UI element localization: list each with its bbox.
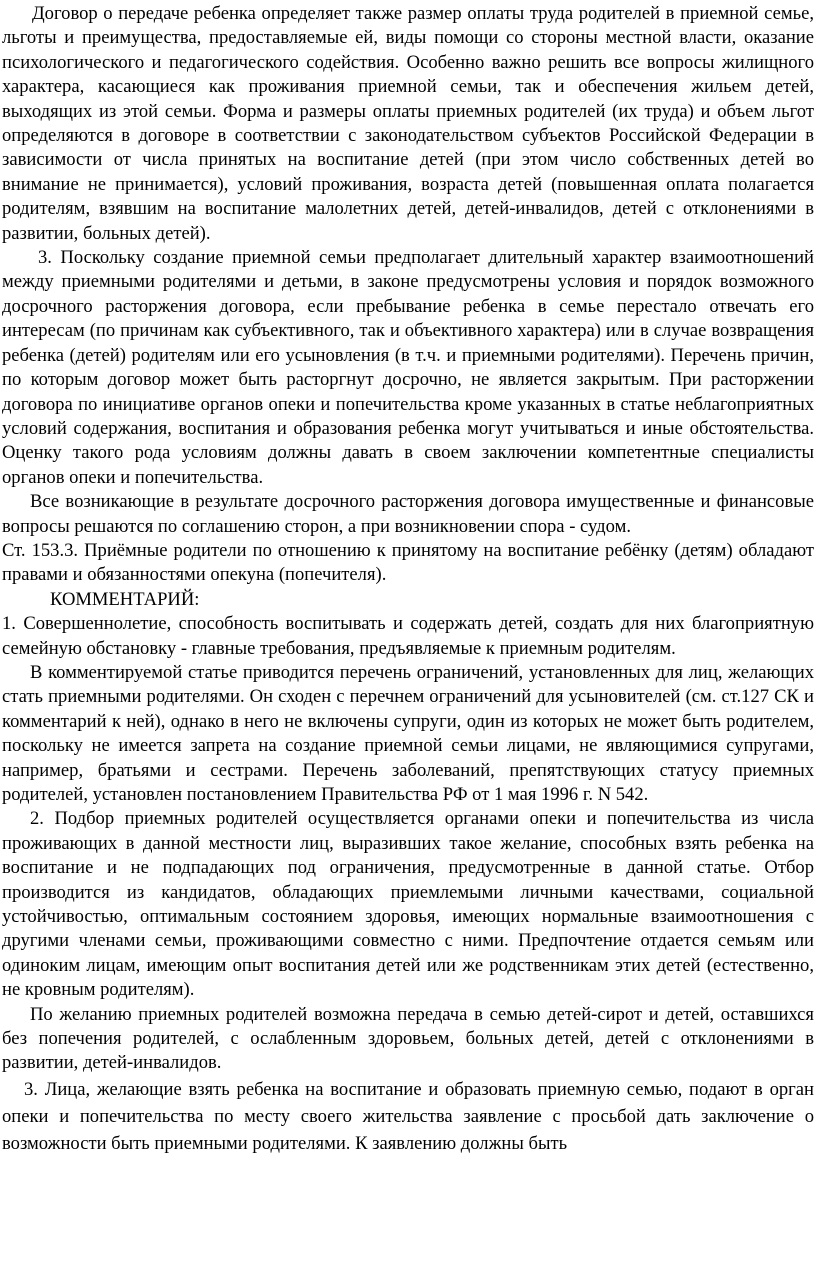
paragraph-restrictions: В комментируемой статье приводится перечень ограничений, установленных для лиц, желающих стать приемными родителями. Он сходен с перечнем ограничений для усыновителей (см. ст.127 СК и комментарий к ней), однако в него не включены супруги, один из которых не может быть родителем, поскольку не имеется запрета на создание приемной семьи лицами, не являющимися супругами, например, братьями и сестрами. Перечень заболеваний, препятствующих статусу приемных родителей, установлен постановлением Правительства РФ от 1 мая 1996 г. N 542. <box>2 661 814 805</box>
paragraph-property-issues: Все возникающие в результате досрочного расторжения договора имущественные и финансовые вопросы решаются по соглашению сторон, а при возникновении спора - судом. <box>2 491 814 537</box>
paragraph-commentary-1: 1. Совершеннолетие, способность воспитывать и содержать детей, создать для них благоприятную семейную обстановку - главные требования, предъявляемые к приемным родителям. <box>2 613 814 659</box>
paragraph-early-termination: 3. Поскольку создание приемной семьи предполагает длительный характер взаимоотношений между приемными родителями и детьми, в законе предусмотрены условия и порядок возможного досрочного расторжения договора, если пребывание ребенка в семье перестало отвечать его интересам (по причинам как субъективного, так и объективного характера) или в случае возвращения ребенка (детей) родителям или его усыновления (в т.ч. и приемными родителями). Перечень причин, по которым договор может быть расторгнут досрочно, не является закрытым. При расторжении договора по инициативе органов опеки и попечительства кроме указанных в статье неблагоприятных условий содержания, воспитания и образования ребенка могут учитываться и иные обстоятельства. Оценку такого рода условиям должны давать в своем заключении компетентные специалисты органов опеки и попечительства. <box>2 247 814 488</box>
commentary-heading: КОММЕНТАРИЙ: <box>50 588 200 610</box>
paragraph-commentary-3: 3. Лица, желающие взять ребенка на воспитание и образовать приемную семью, подают в орган опеки и попечительства по месту своего жительства заявление с просьбой дать заключение о возможности быть приемными родителями. К заявлению должны быть <box>2 1078 814 1154</box>
paragraph-transfer-wish: По желанию приемных родителей возможна передача в семью детей-сирот и детей, оставшихся без попечения родителей, с ослабленным здоровьем, больных детей, детей с отклонениями в развитии, детей-инвалидов. <box>2 1003 814 1074</box>
paragraph-contract-terms: Договор о передаче ребенка определяет также размер оплаты труда родителей в приемной семье, льготы и преимущества, предоставляемые ей, виды помощи со стороны местной власти, оказание психологического и педагогического содействия. Особенно важно решить все вопросы жилищного характера, касающиеся как проживания приемной семьи, так и обеспечения жильем детей, выходящих из этой семьи. Форма и размеры оплаты приемных родителей (их труда) и объем льгот определяются в договоре в соответствии с законодательством субъектов Российской Федерации в зависимости от числа принятых на воспитание детей (при этом число собственных детей во внимание не принимается), условий проживания, возраста детей (повышенная оплата полагается родителям, взявшим на воспитание малолетних детей, детей-инвалидов, детей с отклонениями в развитии, больных детей). <box>2 3 814 244</box>
paragraph-commentary-2: 2. Подбор приемных родителей осуществляется органами опеки и попечительства из числа проживающих в данной местности лиц, выразивших такое желание, способных взять ребенка на воспитание и не подпадающих под ограничения, предусмотренные в данной статье. Отбор производится из кандидатов, обладающих приемлемыми личными качествами, социальной устойчивостью, оптимальным состоянием здоровья, имеющих нормальные взаимоотношения с другими членами семьи, проживающими совместно с ними. Предпочтение отдается семьям или одиноким лицам, имеющим опыт воспитания детей или же родственникам этих детей (естественно, не кровным родителям). <box>2 808 814 1001</box>
paragraph-article-153-3: Ст. 153.3. Приёмные родители по отношению к принятому на воспитание ребёнку (детям) обладают правами и обязанностями опекуна (попечителя). <box>2 539 814 586</box>
